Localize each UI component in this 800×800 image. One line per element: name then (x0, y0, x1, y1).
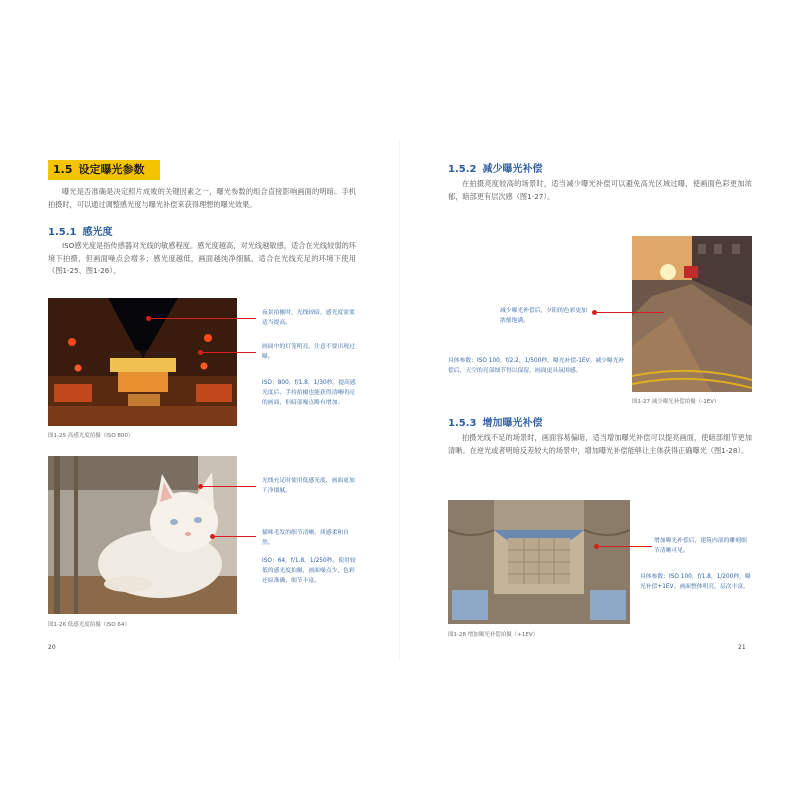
callout-text: 夜景拍摄时，光线较暗，感光度需要适当提高。 (262, 310, 355, 326)
callout-text: 光线充足时使用低感光度，画面更加干净细腻。 (262, 478, 355, 494)
subsection-heading-3 (448, 414, 542, 429)
page-number-left: 20 (48, 644, 56, 651)
callout-arrow (594, 312, 664, 313)
photo-caption: 图1-27 减少曝光补偿拍摄（-1EV） (632, 399, 720, 405)
callout-arrow (148, 318, 256, 319)
callout-arrow (596, 546, 652, 547)
subsection-number: 1.5.1 (48, 227, 77, 238)
callout-text: 具体参数：ISO 100，f/1.8，1/200秒，曝光补偿+1EV。画面整体明亮，层次丰富。 (640, 574, 751, 590)
subsection-heading-2 (448, 160, 542, 175)
section-title (48, 160, 160, 180)
subsection-heading-1 (48, 223, 112, 238)
subsection-number: 1.5.3 (448, 418, 477, 429)
section-title-text: 设定曝光参数 (78, 163, 145, 176)
iso-paragraph: ISO感光度是指传感器对光线的敏感程度。感光度越高，对光线越敏感，适合在光线较弱的环境下拍摄，但画面噪点会增多；感光度越低，画面越纯净细腻，适合在光线充足的环境下使用（图1-25、图1-26）。 (48, 241, 356, 275)
callout-text: 增加曝光补偿后，建筑内部的雕刻细节清晰可见。 (654, 538, 747, 554)
subsection-title: 增加曝光补偿 (482, 418, 543, 429)
callout-arrow (200, 486, 256, 487)
photo-caption: 图1-28 增加曝光补偿拍摄（+1EV） (448, 632, 539, 638)
section-number: 1.5 (53, 163, 73, 176)
subsection-number: 1.5.2 (448, 164, 477, 175)
increase-ev-paragraph: 拍摄光线不足的场景时，画面容易偏暗，适当增加曝光补偿可以提亮画面，使暗部细节更加清晰。在逆光或者明暗反差较大的场景中，增加曝光补偿能够让主体获得正确曝光（图1-28）。 (448, 433, 752, 455)
street-sunset-photo (632, 236, 752, 392)
callout-text: 画面中的灯笼明亮，注意不要出现过曝。 (262, 344, 355, 360)
arch-ceiling-photo (448, 500, 630, 624)
callout-arrow (212, 536, 256, 537)
page-number-right: 21 (738, 644, 746, 651)
callout-text: 猫咪毛发的细节清晰，质感柔和自然。 (262, 530, 349, 546)
page-gutter (399, 140, 400, 660)
photo-caption: 图1-26 低感光度拍摄（ISO 64） (48, 622, 130, 628)
subsection-title: 减少曝光补偿 (482, 164, 543, 175)
callout-text: ISO：64，f/1.8，1/250秒。使用较低的感光度拍摄，画面噪点少，色彩还原准确，细节丰富。 (262, 558, 356, 584)
callout-text: 减少曝光补偿后，夕阳的色彩更加浓郁饱满。 (500, 308, 587, 324)
callout-text: 具体参数：ISO 100，f/2.2，1/500秒，曝光补偿-1EV。减少曝光补偿后，天空的亮部细节得以保留，画面更具氛围感。 (448, 358, 625, 374)
intro-paragraph: 曝光是否准确是决定照片成败的关键因素之一，曝光参数的组合直接影响画面的明暗。手机拍摄时，可以通过调整感光度与曝光补偿来获得理想的曝光效果。 (48, 187, 356, 209)
callout-text: ISO：800，f/1.8，1/30秒。提高感光度后，手持拍摄也能获得清晰明亮的画面，但暗部噪点略有增加。 (262, 380, 356, 406)
cat-photo (48, 456, 237, 614)
photo-caption: 图1-25 高感光度拍摄（ISO 800） (48, 433, 134, 439)
reduce-ev-paragraph: 在拍摄亮度较高的场景时，适当减少曝光补偿可以避免高光区域过曝，使画面色彩更加浓郁，暗部更有层次感（图1-27）。 (448, 179, 752, 201)
subsection-title: 感光度 (82, 227, 113, 238)
callout-arrow (200, 352, 256, 353)
